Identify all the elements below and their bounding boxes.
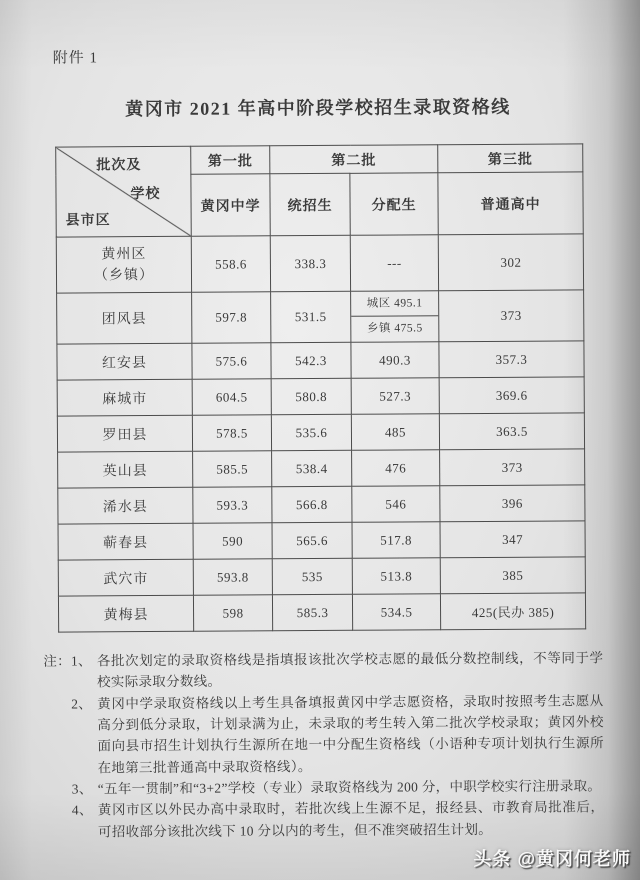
admission-score-table	[55, 143, 586, 632]
batch-header-2: 第二批	[270, 145, 438, 174]
score-cell: 347	[440, 521, 585, 558]
region-cell: 武穴市	[58, 559, 193, 596]
region-cell: 英山县	[58, 451, 193, 488]
score-cell: 535	[272, 558, 352, 594]
score-cell: 585.5	[193, 451, 272, 487]
footnote-text: 黄冈中学录取资格线以上考生具备填报黄冈中学志愿资格，录取时按照考生志愿从高分到低分录取，计划录满为止，未录取的考生转入第二批次学校录取；黄冈外校面向县市招生计划执行生源所在地一中分配生资格线（小语种专项计划执行生源所在地第三批普通高中录取资格线）。	[97, 692, 604, 776]
batch-header-1: 第一批	[191, 146, 270, 174]
region-cell: 罗田县	[57, 415, 192, 452]
score-cell: 578.5	[192, 415, 271, 451]
region-cell: 团风县	[57, 292, 192, 344]
table-row	[57, 290, 584, 344]
score-cell: 575.6	[192, 343, 271, 379]
score-cell: 565.6	[272, 522, 352, 558]
score-cell: 527.3	[351, 378, 439, 415]
school-header-tongzhao: 统招生	[270, 173, 350, 235]
footnote-number: 4、	[71, 802, 93, 818]
split-cell-rural: 乡镇 475.5	[366, 322, 423, 335]
score-cell: 597.8	[192, 292, 271, 343]
score-cell: 534.5	[352, 594, 440, 631]
toutiao-watermark: 头条 @黄冈何老师	[473, 849, 631, 869]
score-cell: 369.6	[439, 377, 584, 414]
region-cell: 浠水县	[58, 487, 193, 524]
score-cell: ---	[350, 235, 438, 292]
footnote-text: 黄冈市区以外民办高中录取时，若批次线上生源不足，报经县、市教育局批准后，可招收部分该批次线下 10 分以内的考生，但不准突破招生计划。	[97, 799, 605, 839]
score-cell: 338.3	[270, 235, 350, 291]
footnote-list	[71, 647, 605, 842]
table-row	[58, 485, 585, 524]
score-cell: 593.8	[193, 559, 272, 595]
score-cell: 517.8	[352, 522, 440, 559]
score-cell: 531.5	[271, 291, 351, 342]
footnote-number: 1、	[70, 653, 92, 669]
score-cell: 357.3	[439, 341, 584, 378]
attachment-label: 附件 1	[52, 50, 98, 67]
footnote-text: 各批次划定的录取资格线是指填报该批次学校志愿的最低分数控制线，不等同于学校实际录取分数线。	[96, 650, 604, 690]
footnotes	[43, 647, 604, 842]
table-row	[57, 377, 584, 416]
corner-label-county: 县市区	[65, 213, 111, 229]
school-header-fenpei: 分配生	[350, 173, 438, 236]
table-row	[56, 234, 583, 293]
region-cell: 黄梅县	[58, 595, 193, 632]
score-cell: 535.6	[271, 414, 351, 450]
page-title: 黄冈市 2021 年高中阶段学校招生录取资格线	[125, 96, 511, 120]
score-cell: 593.3	[193, 487, 272, 523]
score-cell: 490.3	[351, 342, 439, 379]
corner-header-cell	[56, 146, 192, 237]
footnote-number: 2、	[71, 696, 93, 712]
table-row	[58, 593, 585, 632]
score-cell: 542.3	[271, 342, 351, 378]
score-cell: 373	[439, 290, 584, 342]
score-cell: 385	[440, 557, 585, 594]
school-header-putong: 普通高中	[438, 172, 583, 235]
region-cell: 红安县	[57, 343, 192, 380]
score-cell: 373	[440, 449, 585, 486]
table-row	[58, 449, 585, 488]
score-cell: 425(民办 385)	[440, 593, 585, 630]
table-row	[58, 521, 585, 560]
score-cell: 590	[193, 523, 272, 559]
footnotes-label: 注：	[43, 653, 72, 669]
score-cell: 513.8	[352, 558, 440, 595]
region-cell: 黄州区 （乡镇）	[56, 236, 191, 293]
score-cell: 396	[440, 485, 585, 522]
batch-header-3: 第三批	[438, 144, 583, 173]
score-cell: 604.5	[192, 379, 271, 415]
footnote-number: 3、	[71, 781, 93, 797]
score-cell: 476	[352, 450, 440, 487]
table-row	[57, 413, 584, 452]
score-cell: 363.5	[439, 413, 584, 450]
score-cell: 485	[351, 414, 439, 451]
score-cell: 585.3	[272, 594, 352, 630]
score-cell: 302	[438, 234, 583, 291]
score-cell: 538.4	[272, 450, 352, 486]
score-cell: 566.8	[272, 486, 352, 522]
corner-label-batch: 批次及	[96, 158, 142, 174]
footnote-text: “五年一贯制”和“3+2”学校（专业）录取资格线为 200 分，中职学校实行注册录取。	[97, 778, 602, 797]
score-cell: 580.8	[271, 378, 351, 414]
school-header-huanggang: 黄冈中学	[191, 174, 270, 236]
score-cell: 598	[193, 595, 272, 631]
region-cell: 麻城市	[57, 379, 192, 416]
score-cell: 558.6	[191, 236, 270, 292]
score-cell: 546	[352, 486, 440, 523]
corner-label-school: 学校	[130, 186, 161, 203]
footnote-item	[71, 647, 604, 693]
split-cell-urban: 城区 495.1	[351, 291, 438, 317]
table-row	[58, 557, 585, 596]
table-row	[57, 341, 584, 380]
table-header-batch-row	[56, 144, 583, 175]
split-score-cell	[351, 291, 439, 343]
footnote-item	[71, 690, 604, 779]
region-cell: 蕲春县	[58, 523, 193, 560]
footnote-item	[72, 797, 605, 843]
